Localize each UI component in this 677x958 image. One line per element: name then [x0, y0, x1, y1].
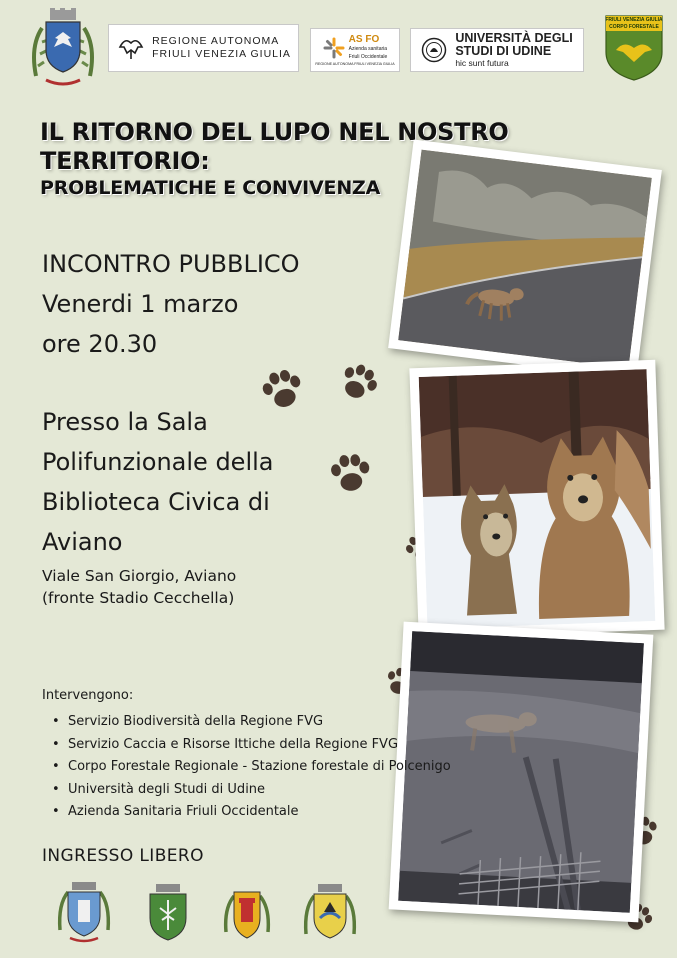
- regione-line1: REGIONE AUTONOMA: [152, 35, 280, 47]
- uniud-line1: UNIVERSITÀ DEGLI: [455, 31, 573, 45]
- asfo-name: AS FO: [348, 34, 380, 45]
- address-line: Viale San Giorgio, Aviano: [42, 567, 237, 585]
- title-line1: IL RITORNO DEL LUPO NEL NOSTRO: [40, 118, 509, 146]
- asfo-logo: [310, 28, 400, 72]
- wolf-photo-road: [388, 140, 662, 379]
- paw-print-icon: [328, 450, 376, 496]
- municipal-crest-4: [302, 882, 358, 952]
- list-item: • Servizio Caccia e Risorse Ittiche della Regione FVG: [52, 734, 451, 757]
- municipal-crest-2: [144, 882, 192, 950]
- wolf-photo-snow: [409, 360, 664, 638]
- venue-address: [42, 565, 236, 609]
- asfo-sub1: Azienda sanitaria: [348, 46, 388, 52]
- venue-line4: Aviano: [42, 528, 123, 556]
- speakers-list: [52, 711, 451, 824]
- title-line2: TERRITORIO:: [40, 147, 210, 175]
- asfo-footer: REGIONE AUTONOMA FRIULI VENEZIA GIULIA: [315, 62, 395, 66]
- forestale-bottom-text: CORPO FORESTALE: [609, 23, 659, 30]
- asfo-sub2: Friuli Occidentale: [348, 54, 388, 60]
- uniud-motto: hic sunt futura: [455, 58, 509, 68]
- eagle-icon: [116, 33, 146, 63]
- asfo-star-icon: [323, 37, 345, 59]
- regione-line2: FRIULI VENEZIA GIULIA: [152, 48, 291, 60]
- venue-info: [42, 402, 342, 562]
- list-item: • Università degli Studi di Udine: [52, 779, 451, 802]
- venue-line3: Biblioteca Civica di: [42, 488, 270, 516]
- list-item: • Azienda Sanitaria Friuli Occidentale: [52, 801, 451, 824]
- event-type: INCONTRO PUBBLICO: [42, 250, 300, 278]
- paw-print-icon: [338, 362, 382, 404]
- list-item: • Servizio Biodiversità della Regione FVG: [52, 711, 451, 734]
- corpo-forestale-logo: [604, 14, 664, 82]
- paw-print-icon: [260, 366, 308, 412]
- event-time: ore 20.30: [42, 330, 158, 358]
- title-line3: PROBLEMATICHE E CONVIVENZA: [40, 177, 381, 199]
- event-date: Venerdi 1 marzo: [42, 290, 239, 318]
- wolf-left: [460, 484, 520, 616]
- uniud-logo: [410, 28, 584, 72]
- aviano-coat-of-arms: [28, 6, 98, 94]
- venue-line2: Polifunzionale della: [42, 448, 274, 476]
- university-seal-icon: [421, 37, 447, 63]
- municipal-crest-1: [56, 880, 112, 950]
- event-info: [42, 244, 300, 364]
- regione-fvg-logo: [108, 24, 299, 72]
- forestale-top-text: FRIULI VENEZIA GIULIA: [605, 17, 663, 23]
- address-note: (fronte Stadio Cecchella): [42, 589, 235, 607]
- speakers-heading: Intervengono:: [42, 688, 134, 703]
- venue-line1: Presso la Sala: [42, 408, 208, 436]
- free-entry: INGRESSO LIBERO: [42, 846, 204, 866]
- uniud-line2: STUDI DI UDINE: [455, 44, 552, 58]
- list-item: • Corpo Forestale Regionale - Stazione forestale di Polcenigo: [52, 756, 451, 779]
- municipal-crest-3: [222, 884, 272, 950]
